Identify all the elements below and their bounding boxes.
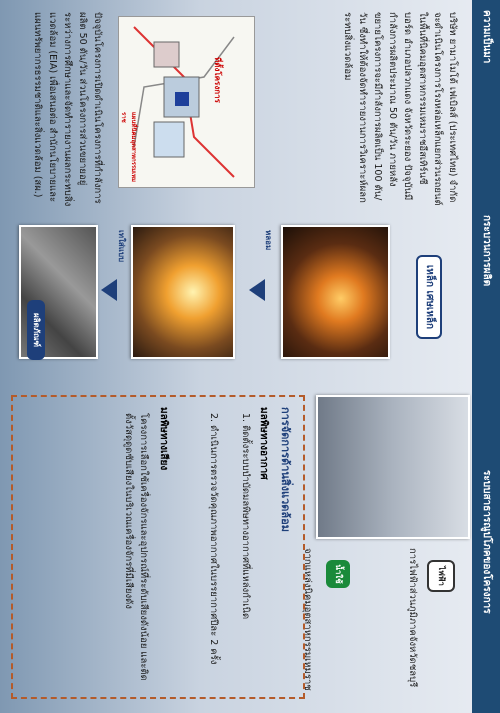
process-step-raw-material: เหล็ก เศษเหล็ก <box>416 255 442 339</box>
melting-photo <box>281 225 390 359</box>
section-title-process: กระบวนการผลิต <box>481 215 492 287</box>
map-note: แผนที่นิคมอุตสาหกรรมเหมราช <box>120 112 137 182</box>
noise-text: โครงการเลือกใช้เครื่องจักรและอุปกรณ์ที่ระดับเสียงดังน้อย และติดตั้งวัสดุดูดซับเสียงในบริเวณเครื่องจักรที่มีเสียงดัง <box>123 413 149 681</box>
factory-photo <box>316 395 470 539</box>
background-paragraph-2: ปัจจุบันโครงการเปิดดำเนินโครงการที่กำลังการผลิต 50 ตัน/วัน ส่วนโครงการส่วนขยายอยู่ระหว่างการศึกษาและจัดทำรายงานผลกระทบสิ่งแวดล้อม (EIA) เพื่อเสนอต่อ สำนักนโยบายและแผนทรัพยากรธรรมชาติและสิ่งแวดล้อม (สผ.) <box>32 12 103 207</box>
pouring-photo <box>131 225 235 359</box>
map-graphic <box>119 17 254 187</box>
water-badge: น้ำใช้ <box>326 560 350 588</box>
noise-pollution-title: มลพิษทางเสียง <box>158 407 169 471</box>
map-site-label: ที่ตั้งโครงการ <box>213 57 222 103</box>
arrow-down-icon <box>249 279 265 301</box>
background-paragraph-1: บริษัท ยามาโมโต้ เฟเบิลส์ (ประเทศไทย) จำกัด จะดำเนินโครงการโรงหล่อเหล็กแยกส่วนรถยนต์ ในพื้นที่นิคมอุตสาหกรรมเหมราชอีสเทิร์นซีบอร์ด อำเภอปลวกแดง จังหวัดระยอง ปัจจุบันมีกำลังการผลิตประมาณ 50 ตัน/วัน ภายหลังขยายโครงการจะมีกำลังการผลิตเป็น 100 ตัน/วัน ซึ่งทำให้ต้องจัดทำรายงานการวิเคราะห์ผลกระทบสิ่งแวดล้อม <box>342 12 458 206</box>
arrow-down-icon <box>101 279 117 301</box>
environment-title: การจัดการด้านสิ่งแวดล้อม <box>279 407 292 533</box>
environment-box <box>11 395 305 699</box>
process-step-melting-label: หลอม <box>264 230 273 251</box>
air-item-2: 2. ดำเนินการตรวจวัดคุณภาพอากาศในบรรยากาศปีละ 2 ครั้ง <box>208 413 219 665</box>
air-pollution-title: มลพิษทางอากาศ <box>258 407 269 480</box>
process-step-pouring-label: เทใส่แบบ <box>117 230 126 263</box>
water-text: จากแหล่งนิคมอุตสาหกรรมเหมราช <box>302 548 313 691</box>
location-map <box>118 16 255 188</box>
section-title-utilities: ระบบสาธารณูปโภคของโครงการ <box>481 470 492 614</box>
power-text: การไฟฟ้าส่วนภูมิภาคจังหวัดชลบุรี <box>407 548 418 688</box>
air-item-1: 1. ติดตั้งระบบบำบัดมลพิษทางอากาศที่แหล่งกำเนิด <box>240 413 251 620</box>
power-badge: ไฟฟ้า <box>427 560 455 592</box>
section-title-background: ความเป็นมา <box>481 10 492 64</box>
process-step-product-label: ผลิตภัณฑ์ <box>27 300 45 360</box>
